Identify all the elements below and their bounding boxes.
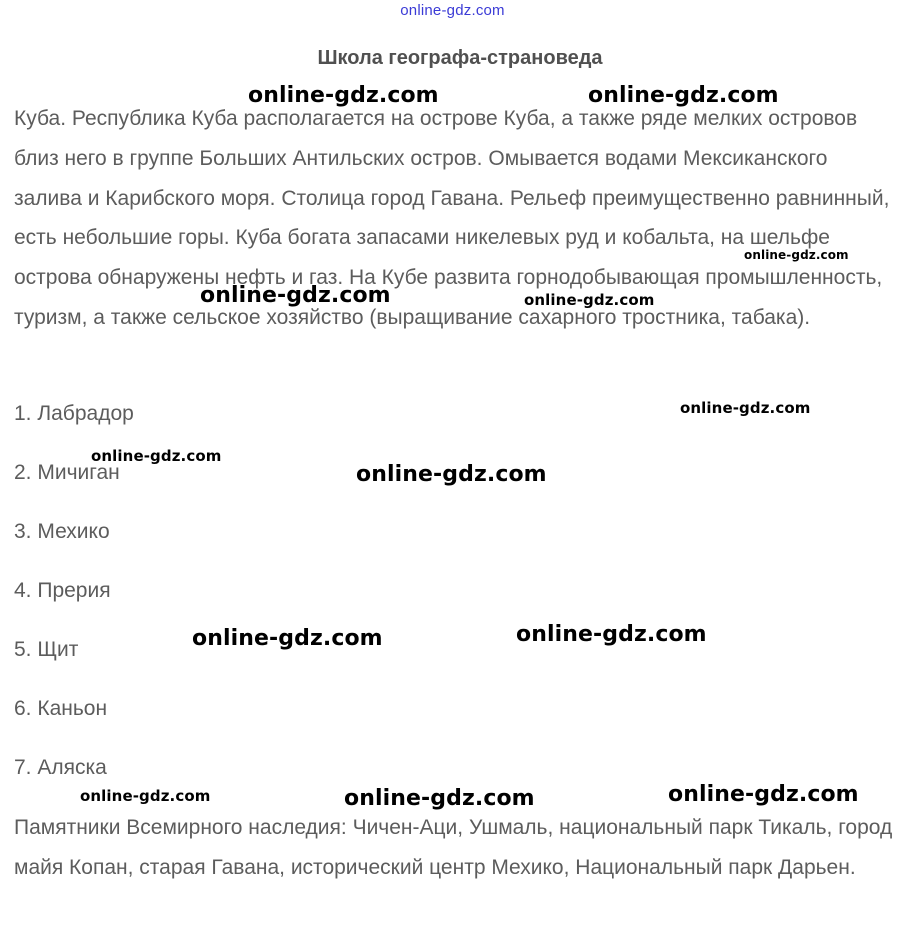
list-item: 4. Прерия (14, 579, 111, 602)
watermark: online-gdz.com (200, 283, 391, 308)
watermark: online-gdz.com (524, 291, 655, 309)
list-item: 5. Щит (14, 638, 79, 661)
page-title: Школа географа-страноведа (317, 47, 603, 69)
watermark: online-gdz.com (588, 83, 779, 108)
list-item: 3. Мехико (14, 520, 110, 543)
watermark: online-gdz.com (668, 782, 859, 807)
watermark: online-gdz.com (680, 399, 811, 417)
watermark: online-gdz.com (356, 462, 547, 487)
watermark: online-gdz.com (91, 447, 222, 465)
list-item: 2. Мичиган (14, 461, 120, 484)
paragraph-heritage: Памятники Всемирного наследия: Чичен-Аци, Ушмаль, национальный парк Тикаль, город майя Копан, старая Гавана, исторический центр Мехико, Национальный парк Дарьен. (14, 816, 893, 879)
watermark: online-gdz.com (192, 626, 383, 651)
watermark: online-gdz.com (80, 787, 211, 805)
watermark: online-gdz.com (516, 622, 707, 647)
watermark: online-gdz.com (744, 248, 849, 262)
paragraph-cuba: Куба. Республика Куба располагается на острове Куба, а также ряде мелких островов близ него в группе Больших Антильских остров. Омывается водами Мексиканского залива и Карибского моря. Столица город Гавана. Рельеф преимущественно равнинный, есть небольшие горы. Куба богата запасами никелевых руд и кобальта, на шельфе острова обнаружены нефть и газ. На Кубе развита горнодобывающая промышленность, туризм, а также сельское хозяйство (выращивание сахарного тростника, табака). (14, 107, 890, 329)
list-item: 6. Каньон (14, 697, 108, 720)
watermark: online-gdz.com (344, 786, 535, 811)
list-item: 7. Аляска (14, 756, 107, 779)
site-link[interactable]: online-gdz.com (400, 2, 505, 19)
list-item: 1. Лабрадор (14, 402, 134, 425)
watermark: online-gdz.com (248, 83, 439, 108)
